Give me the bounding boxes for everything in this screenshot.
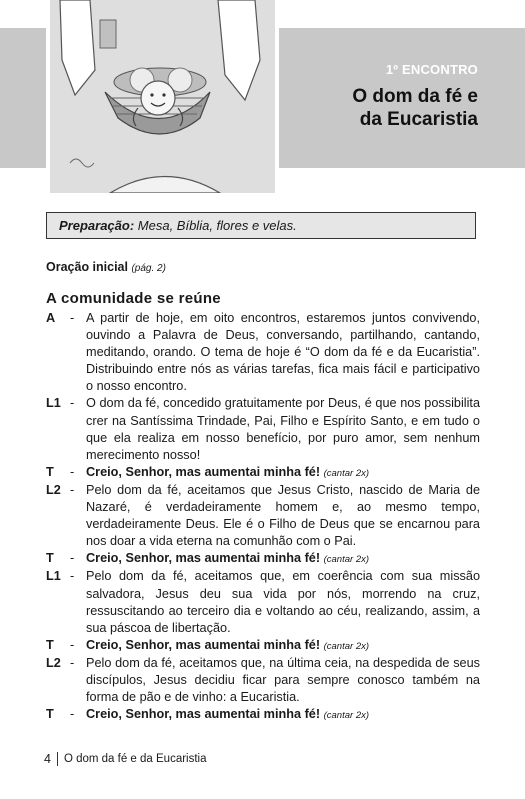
speaker-label: T: [46, 637, 54, 652]
refrain-text: Creio, Senhor, mas aumentai minha fé!: [86, 551, 321, 566]
turn-text: Pelo dom da fé, aceitamos que, em coerência com sua missão salvadora, Jesus deu sua vida por nós, morrendo na cruz, ressuscitando ao terceiro dia e voltando ao céu, realizando, assim, a sua páscoa de libertação.: [86, 569, 480, 635]
header-band-left: [0, 28, 46, 168]
section-title: A comunidade se reúne: [46, 290, 221, 307]
footer-divider: [57, 752, 58, 766]
turn-text: A partir de hoje, em oito encontros, estaremos juntos convivendo, ouvindo a Palavra de Deus, conversando, partilhando, cantando, meditando, orando. O tema de hoje é “O dom da fé e da Eucaristia”. Distribuindo entre nós as várias tarefas, fica mais fácil e participativo o nosso encontro.: [86, 311, 480, 394]
turn-text: O dom da fé, concedido gratuitamente por Deus, é que nos possibilita crer na Santíssima Trindade, Pai, Filho e Espírito Santo, e em tudo o que ela realiza em nosso benefício, por puro amor, sem nenhum merecimento nosso!: [86, 396, 480, 462]
footer-book-title: O dom da fé e da Eucaristia: [63, 753, 207, 765]
refrain-text: Creio, Senhor, mas aumentai minha fé!: [86, 707, 321, 722]
preparation-text: Mesa, Bíblia, flores e velas.: [137, 218, 297, 233]
speaker-label: L2: [46, 482, 61, 497]
preparation-label: Preparação:: [59, 218, 135, 233]
opening-prayer: [46, 260, 166, 274]
refrain-text: Creio, Senhor, mas aumentai minha fé!: [86, 464, 321, 479]
turn-text: Pelo dom da fé, aceitamos que, na última ceia, na despedida de seus discípulos, Jesus decidiu ficar para sempre conosco também na forma de pão e de vinho: a Eucaristia.: [86, 655, 480, 705]
page-title: [279, 85, 478, 131]
speaker-label: L2: [46, 655, 61, 670]
speaker-label: L1: [46, 569, 61, 584]
dialogue-turn: L2 - Pelo dom da fé, aceitamos que Jesus Cristo, nascido de Maria de Nazaré, é verdadeiramente homem e, ao mesmo tempo, verdadeiramente Deus. Ele é o Filho de Deus que se encarnou para nos doar a vida eterna na comunhão com o Pai.: [46, 482, 480, 550]
page-title-line-2: da Eucaristia: [359, 109, 478, 130]
child-in-basket-illustration: [50, 0, 275, 193]
dialogue-turn: L1 - Pelo dom da fé, aceitamos que, em coerência com sua missão salvadora, Jesus deu sua vida por nós, morrendo na cruz, ressuscitando ao terceiro dia e voltando ao céu, realizando, assim, a sua páscoa de libertação.: [46, 568, 480, 636]
sing-note: (cantar 2x): [323, 710, 370, 722]
refrain-turn: T - Creio, Senhor, mas aumentai minha fé! (cantar 2x): [46, 706, 480, 724]
page-number: 4: [44, 752, 51, 766]
refrain-turn: T - Creio, Senhor, mas aumentai minha fé! (cantar 2x): [46, 550, 480, 568]
speaker-label: T: [46, 464, 54, 479]
sing-note: (cantar 2x): [323, 640, 370, 652]
opening-prayer-ref: (pág. 2): [131, 263, 166, 274]
speaker-label: L1: [46, 396, 61, 411]
dialogue: [46, 310, 480, 724]
dialogue-turn: A - A partir de hoje, em oito encontros, estaremos juntos convivendo, ouvindo a Palavra de Deus, conversando, partilhando, cantando, meditando, orando. O tema de hoje é “O dom da fé e da Eucaristia”. Distribuindo entre nós as várias tarefas, fica mais fácil e participativo o nosso encontro.: [46, 310, 480, 395]
turn-text: Pelo dom da fé, aceitamos que Jesus Cristo, nascido de Maria de Nazaré, é verdadeiramente homem e, ao mesmo tempo, verdadeiramente Deus. Ele é o Filho de Deus que se encarnou para nos doar a vida eterna na comunhão com o Pai.: [86, 482, 480, 549]
refrain-text: Creio, Senhor, mas aumentai minha fé!: [86, 637, 321, 652]
page-footer: [44, 752, 207, 766]
refrain-turn: T - Creio, Senhor, mas aumentai minha fé! (cantar 2x): [46, 464, 480, 482]
speaker-label: T: [46, 707, 54, 722]
sing-note: (cantar 2x): [323, 467, 370, 479]
dialogue-turn: L2 - Pelo dom da fé, aceitamos que, na última ceia, na despedida de seus discípulos, Jesus decidiu ficar para sempre conosco também na forma de pão e de vinho: a Eucaristia.: [46, 655, 480, 706]
dialogue-turn: L1 - O dom da fé, concedido gratuitamente por Deus, é que nos possibilita crer na Santíssima Trindade, Pai, Filho e Espírito Santo, e em tudo o que ela realiza em nosso benefício, por puro amor, sem nenhum merecimento nosso!: [46, 395, 480, 463]
preparation-box: [46, 212, 476, 239]
sing-note: (cantar 2x): [323, 554, 370, 566]
speaker-label: A: [46, 311, 56, 325]
refrain-turn: T - Creio, Senhor, mas aumentai minha fé! (cantar 2x): [46, 637, 480, 655]
opening-prayer-label: Oração inicial: [46, 260, 128, 274]
chapter-header: [279, 62, 478, 131]
speaker-label: T: [46, 551, 54, 566]
meeting-label: 1º ENCONTRO: [385, 62, 478, 77]
page-title-line-1: O dom da fé e: [352, 86, 478, 107]
